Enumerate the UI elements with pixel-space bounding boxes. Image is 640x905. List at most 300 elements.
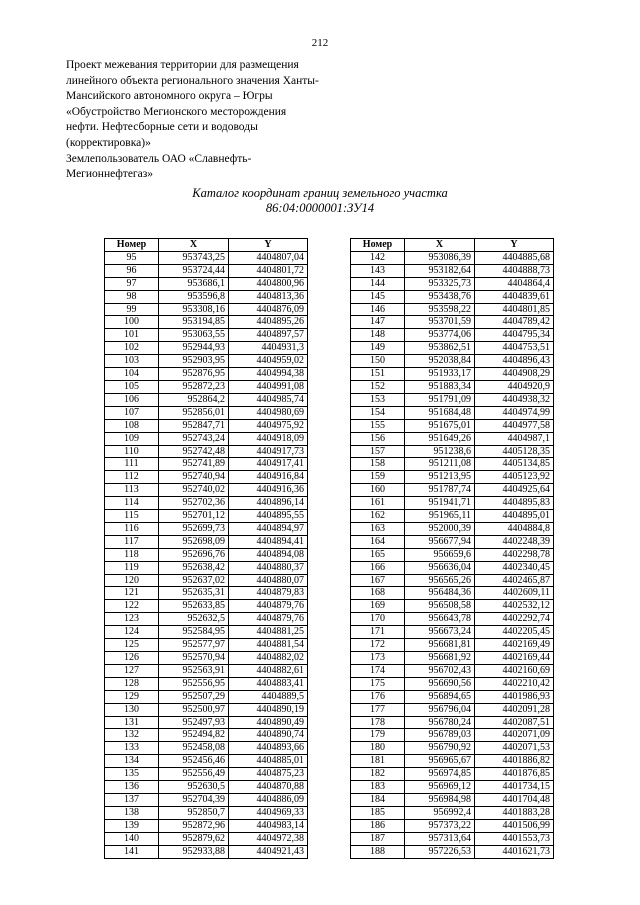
point-number: 106	[105, 393, 159, 406]
point-number: 177	[351, 703, 405, 716]
x-coordinate: 953862,51	[405, 342, 475, 355]
y-coordinate: 4404983,14	[229, 819, 308, 832]
x-coordinate: 952847,71	[159, 419, 229, 432]
table-row	[351, 484, 554, 497]
point-number: 163	[351, 522, 405, 535]
x-coordinate: 957373,22	[405, 819, 475, 832]
x-coordinate: 953686,1	[159, 277, 229, 290]
y-coordinate: 4401876,85	[475, 768, 554, 781]
point-number: 143	[351, 264, 405, 277]
x-coordinate: 952850,7	[159, 806, 229, 819]
x-coordinate: 956636,04	[405, 561, 475, 574]
header-x: X	[159, 239, 229, 252]
table-row	[105, 845, 308, 858]
point-number: 188	[351, 845, 405, 858]
table-row	[351, 613, 554, 626]
y-coordinate: 4402071,53	[475, 742, 554, 755]
point-number: 185	[351, 806, 405, 819]
table-row	[351, 522, 554, 535]
table-row	[351, 742, 554, 755]
x-coordinate: 952876,95	[159, 368, 229, 381]
point-number: 182	[351, 768, 405, 781]
x-coordinate: 953598,22	[405, 303, 475, 316]
point-number: 133	[105, 742, 159, 755]
y-coordinate: 4404879,76	[229, 600, 308, 613]
header-line: Землепользователь ОАО «Славнефть-	[66, 152, 252, 165]
y-coordinate: 4404879,83	[229, 587, 308, 600]
point-number: 119	[105, 561, 159, 574]
y-coordinate: 4404994,38	[229, 368, 308, 381]
point-number: 175	[351, 677, 405, 690]
y-coordinate: 4401883,28	[475, 806, 554, 819]
table-row	[105, 290, 308, 303]
y-coordinate: 4404975,92	[229, 419, 308, 432]
y-coordinate: 4404972,38	[229, 832, 308, 845]
y-coordinate: 4404894,97	[229, 522, 308, 535]
y-coordinate: 4402340,45	[475, 561, 554, 574]
x-coordinate: 956969,12	[405, 781, 475, 794]
x-coordinate: 951649,26	[405, 432, 475, 445]
table-row	[351, 393, 554, 406]
y-coordinate: 4404894,41	[229, 535, 308, 548]
table-row	[105, 368, 308, 381]
x-coordinate: 956484,36	[405, 587, 475, 600]
table-body-right	[351, 251, 554, 858]
table-row	[351, 845, 554, 858]
y-coordinate: 4402210,42	[475, 677, 554, 690]
table-row	[351, 471, 554, 484]
point-number: 113	[105, 484, 159, 497]
table-row	[351, 703, 554, 716]
y-coordinate: 4401553,73	[475, 832, 554, 845]
table-row	[105, 406, 308, 419]
x-coordinate: 952000,39	[405, 522, 475, 535]
y-coordinate: 4402169,49	[475, 639, 554, 652]
table-row	[351, 380, 554, 393]
point-number: 110	[105, 445, 159, 458]
table-row	[351, 368, 554, 381]
y-coordinate: 4404977,58	[475, 419, 554, 432]
point-number: 176	[351, 690, 405, 703]
point-number: 174	[351, 664, 405, 677]
x-coordinate: 952632,5	[159, 613, 229, 626]
x-coordinate: 956702,43	[405, 664, 475, 677]
x-coordinate: 956508,58	[405, 600, 475, 613]
table-row	[351, 445, 554, 458]
table-row	[351, 458, 554, 471]
table-row	[351, 716, 554, 729]
table-row	[105, 703, 308, 716]
x-coordinate: 952633,85	[159, 600, 229, 613]
table-row	[351, 290, 554, 303]
point-number: 138	[105, 806, 159, 819]
y-coordinate: 4404813,36	[229, 290, 308, 303]
x-coordinate: 953438,76	[405, 290, 475, 303]
y-coordinate: 4404895,01	[475, 510, 554, 523]
table-row	[105, 806, 308, 819]
x-coordinate: 956659,6	[405, 548, 475, 561]
y-coordinate: 4404881,25	[229, 626, 308, 639]
table-row	[105, 497, 308, 510]
header-line: Мансийского автономного округа – Югры	[66, 90, 273, 103]
table-row	[105, 613, 308, 626]
x-coordinate: 952944,93	[159, 342, 229, 355]
table-row	[105, 639, 308, 652]
point-number: 166	[351, 561, 405, 574]
y-coordinate: 4404864,4	[475, 277, 554, 290]
table-row	[351, 819, 554, 832]
x-coordinate: 951883,34	[405, 380, 475, 393]
y-coordinate: 4401886,82	[475, 755, 554, 768]
header-line: (корректировка)»	[66, 136, 151, 149]
y-coordinate: 4405123,92	[475, 471, 554, 484]
table-row	[351, 768, 554, 781]
table-row	[105, 471, 308, 484]
y-coordinate: 4404885,68	[475, 251, 554, 264]
point-number: 137	[105, 793, 159, 806]
x-coordinate: 956690,56	[405, 677, 475, 690]
y-coordinate: 4404917,41	[229, 458, 308, 471]
point-number: 180	[351, 742, 405, 755]
point-number: 145	[351, 290, 405, 303]
point-number: 155	[351, 419, 405, 432]
point-number: 156	[351, 432, 405, 445]
point-number: 149	[351, 342, 405, 355]
header-line: нефти. Нефтесборные сети и водоводы	[66, 121, 258, 134]
x-coordinate: 952630,5	[159, 781, 229, 794]
x-coordinate: 956780,24	[405, 716, 475, 729]
y-coordinate: 4404882,02	[229, 652, 308, 665]
table-row	[351, 342, 554, 355]
y-coordinate: 4404920,9	[475, 380, 554, 393]
point-number: 109	[105, 432, 159, 445]
point-number: 99	[105, 303, 159, 316]
x-coordinate: 957313,64	[405, 832, 475, 845]
x-coordinate: 952507,29	[159, 690, 229, 703]
table-row	[105, 561, 308, 574]
point-number: 134	[105, 755, 159, 768]
point-number: 103	[105, 355, 159, 368]
header-y: Y	[229, 239, 308, 252]
point-number: 120	[105, 574, 159, 587]
point-number: 157	[351, 445, 405, 458]
point-number: 183	[351, 781, 405, 794]
x-coordinate: 952500,97	[159, 703, 229, 716]
table-row	[351, 264, 554, 277]
point-number: 164	[351, 535, 405, 548]
x-coordinate: 953325,73	[405, 277, 475, 290]
x-coordinate: 951213,95	[405, 471, 475, 484]
y-coordinate: 4404980,69	[229, 406, 308, 419]
y-coordinate: 4404884,8	[475, 522, 554, 535]
y-coordinate: 4405128,35	[475, 445, 554, 458]
header-line: Проект межевания территории для размещения	[66, 59, 299, 71]
point-number: 158	[351, 458, 405, 471]
table-row	[105, 535, 308, 548]
point-number: 117	[105, 535, 159, 548]
table-row	[351, 432, 554, 445]
x-coordinate: 957226,53	[405, 845, 475, 858]
table-row	[105, 793, 308, 806]
table-row	[351, 510, 554, 523]
point-number: 150	[351, 355, 405, 368]
point-number: 184	[351, 793, 405, 806]
table-row	[105, 380, 308, 393]
header-line: «Обустройство Мегионского месторождения	[66, 105, 287, 118]
catalog-title	[0, 186, 640, 216]
x-coordinate: 952872,96	[159, 819, 229, 832]
header-number: Номер	[105, 239, 159, 252]
table-row	[105, 316, 308, 329]
table-row	[351, 561, 554, 574]
x-coordinate: 956673,24	[405, 626, 475, 639]
x-coordinate: 956790,92	[405, 742, 475, 755]
x-coordinate: 953701,59	[405, 316, 475, 329]
x-coordinate: 952872,23	[159, 380, 229, 393]
x-coordinate: 951211,08	[405, 458, 475, 471]
table-row	[105, 510, 308, 523]
table-row	[351, 251, 554, 264]
x-coordinate: 952038,84	[405, 355, 475, 368]
header-x: X	[405, 239, 475, 252]
y-coordinate: 4404795,34	[475, 329, 554, 342]
point-number: 160	[351, 484, 405, 497]
y-coordinate: 4401621,73	[475, 845, 554, 858]
x-coordinate: 956643,78	[405, 613, 475, 626]
y-coordinate: 4402205,45	[475, 626, 554, 639]
y-coordinate: 4404890,49	[229, 716, 308, 729]
header-line: Мегионнефтегаз»	[66, 168, 154, 181]
y-coordinate: 4404880,07	[229, 574, 308, 587]
point-number: 104	[105, 368, 159, 381]
x-coordinate: 956992,4	[405, 806, 475, 819]
x-coordinate: 952903,95	[159, 355, 229, 368]
x-coordinate: 951675,01	[405, 419, 475, 432]
point-number: 125	[105, 639, 159, 652]
x-coordinate: 953596,8	[159, 290, 229, 303]
table-row	[105, 664, 308, 677]
x-coordinate: 951791,09	[405, 393, 475, 406]
table-row	[105, 742, 308, 755]
y-coordinate: 4405134,85	[475, 458, 554, 471]
y-coordinate: 4404889,5	[229, 690, 308, 703]
y-coordinate: 4402292,74	[475, 613, 554, 626]
table-body-left	[105, 251, 308, 858]
y-coordinate: 4402071,09	[475, 729, 554, 742]
x-coordinate: 953194,85	[159, 316, 229, 329]
table-row	[105, 755, 308, 768]
point-number: 116	[105, 522, 159, 535]
table-row	[351, 587, 554, 600]
point-number: 127	[105, 664, 159, 677]
y-coordinate: 4404880,37	[229, 561, 308, 574]
y-coordinate: 4404883,41	[229, 677, 308, 690]
y-coordinate: 4401506,99	[475, 819, 554, 832]
y-coordinate: 4404918,09	[229, 432, 308, 445]
point-number: 142	[351, 251, 405, 264]
table-row	[105, 329, 308, 342]
y-coordinate: 4402087,51	[475, 716, 554, 729]
x-coordinate: 956681,81	[405, 639, 475, 652]
y-coordinate: 4402298,78	[475, 548, 554, 561]
y-coordinate: 4401986,93	[475, 690, 554, 703]
point-number: 96	[105, 264, 159, 277]
y-coordinate: 4404886,09	[229, 793, 308, 806]
x-coordinate: 956565,26	[405, 574, 475, 587]
x-coordinate: 953086,39	[405, 251, 475, 264]
table-row	[105, 251, 308, 264]
point-number: 111	[105, 458, 159, 471]
table-row	[351, 652, 554, 665]
table-row	[351, 755, 554, 768]
table-row	[105, 716, 308, 729]
point-number: 173	[351, 652, 405, 665]
point-number: 139	[105, 819, 159, 832]
y-coordinate: 4404870,88	[229, 781, 308, 794]
table-row	[105, 600, 308, 613]
table-row	[351, 806, 554, 819]
point-number: 123	[105, 613, 159, 626]
point-number: 136	[105, 781, 159, 794]
point-number: 114	[105, 497, 159, 510]
y-coordinate: 4404991,08	[229, 380, 308, 393]
x-coordinate: 952638,42	[159, 561, 229, 574]
project-header	[66, 58, 356, 183]
x-coordinate: 956984,98	[405, 793, 475, 806]
point-number: 102	[105, 342, 159, 355]
x-coordinate: 951933,17	[405, 368, 475, 381]
point-number: 108	[105, 419, 159, 432]
table-row	[105, 484, 308, 497]
point-number: 162	[351, 510, 405, 523]
y-coordinate: 4404890,19	[229, 703, 308, 716]
y-coordinate: 4404839,61	[475, 290, 554, 303]
y-coordinate: 4404882,61	[229, 664, 308, 677]
header-number: Номер	[351, 239, 405, 252]
point-number: 100	[105, 316, 159, 329]
x-coordinate: 952458,08	[159, 742, 229, 755]
point-number: 131	[105, 716, 159, 729]
point-number: 168	[351, 587, 405, 600]
point-number: 98	[105, 290, 159, 303]
x-coordinate: 952494,82	[159, 729, 229, 742]
point-number: 115	[105, 510, 159, 523]
x-coordinate: 952702,36	[159, 497, 229, 510]
y-coordinate: 4404916,84	[229, 471, 308, 484]
x-coordinate: 951965,11	[405, 510, 475, 523]
point-number: 140	[105, 832, 159, 845]
table-row	[105, 342, 308, 355]
point-number: 179	[351, 729, 405, 742]
point-number: 146	[351, 303, 405, 316]
point-number: 151	[351, 368, 405, 381]
header-y: Y	[475, 239, 554, 252]
table-row	[351, 690, 554, 703]
x-coordinate: 952864,2	[159, 393, 229, 406]
point-number: 165	[351, 548, 405, 561]
y-coordinate: 4404896,43	[475, 355, 554, 368]
x-coordinate: 952563,91	[159, 664, 229, 677]
y-coordinate: 4404879,76	[229, 613, 308, 626]
table-row	[105, 303, 308, 316]
y-coordinate: 4401704,48	[475, 793, 554, 806]
y-coordinate: 4404893,66	[229, 742, 308, 755]
y-coordinate: 4402169,44	[475, 652, 554, 665]
y-coordinate: 4404987,1	[475, 432, 554, 445]
point-number: 181	[351, 755, 405, 768]
x-coordinate: 952740,02	[159, 484, 229, 497]
x-coordinate: 952742,48	[159, 445, 229, 458]
table-row	[351, 316, 554, 329]
catalog-title-line: Каталог координат границ земельного участка	[192, 186, 448, 200]
table-row	[105, 729, 308, 742]
point-number: 147	[351, 316, 405, 329]
x-coordinate: 952556,49	[159, 768, 229, 781]
page-number: 212	[311, 37, 329, 49]
point-number: 121	[105, 587, 159, 600]
x-coordinate: 951238,6	[405, 445, 475, 458]
y-coordinate: 4404894,08	[229, 548, 308, 561]
point-number: 122	[105, 600, 159, 613]
x-coordinate: 952570,94	[159, 652, 229, 665]
table-row	[105, 768, 308, 781]
point-number: 126	[105, 652, 159, 665]
y-coordinate: 4402465,87	[475, 574, 554, 587]
y-coordinate: 4401734,15	[475, 781, 554, 794]
table-row	[351, 664, 554, 677]
table-row	[105, 522, 308, 535]
point-number: 178	[351, 716, 405, 729]
table-row	[351, 677, 554, 690]
y-coordinate: 4404895,26	[229, 316, 308, 329]
point-number: 186	[351, 819, 405, 832]
x-coordinate: 952556,95	[159, 677, 229, 690]
y-coordinate: 4404800,96	[229, 277, 308, 290]
x-coordinate: 956681,92	[405, 652, 475, 665]
table-row	[105, 677, 308, 690]
table-row	[105, 445, 308, 458]
x-coordinate: 956894,65	[405, 690, 475, 703]
y-coordinate: 4404875,23	[229, 768, 308, 781]
x-coordinate: 952637,02	[159, 574, 229, 587]
point-number: 95	[105, 251, 159, 264]
x-coordinate: 952456,46	[159, 755, 229, 768]
table-row	[351, 600, 554, 613]
y-coordinate: 4404895,55	[229, 510, 308, 523]
y-coordinate: 4404974,99	[475, 406, 554, 419]
table-row	[105, 781, 308, 794]
table-row	[105, 393, 308, 406]
table-row	[351, 639, 554, 652]
x-coordinate: 952584,95	[159, 626, 229, 639]
x-coordinate: 953724,44	[159, 264, 229, 277]
table-row	[351, 548, 554, 561]
point-number: 171	[351, 626, 405, 639]
parcel-number: 86:04:0000001:ЗУ14	[265, 201, 375, 215]
y-coordinate: 4402160,69	[475, 664, 554, 677]
x-coordinate: 951941,71	[405, 497, 475, 510]
table-row	[105, 277, 308, 290]
y-coordinate: 4404925,64	[475, 484, 554, 497]
y-coordinate: 4404895,83	[475, 497, 554, 510]
y-coordinate: 4404885,01	[229, 755, 308, 768]
x-coordinate: 952497,93	[159, 716, 229, 729]
x-coordinate: 953182,64	[405, 264, 475, 277]
point-number: 101	[105, 329, 159, 342]
y-coordinate: 4402248,39	[475, 535, 554, 548]
y-coordinate: 4404959,02	[229, 355, 308, 368]
point-number: 187	[351, 832, 405, 845]
